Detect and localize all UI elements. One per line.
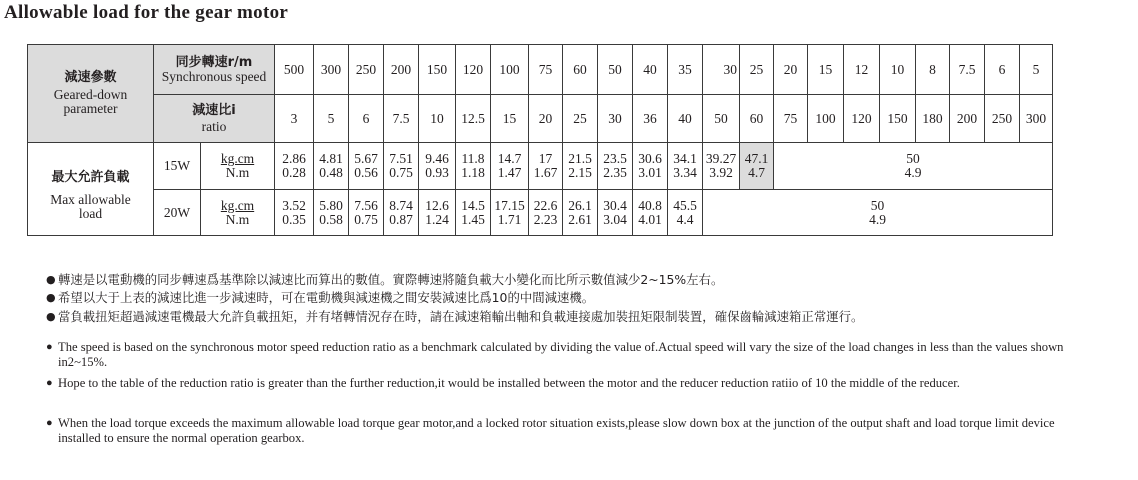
bullet-icon: ● [46,291,56,304]
speed-value: 60 [563,45,598,95]
load-value-cell: 22.6 2.23 [529,190,563,236]
speed-value: 50 [598,45,633,95]
ratio-label-cn: 減速比i [192,102,236,118]
speed-value: 250 [349,45,384,95]
speed-value: 100 [491,45,529,95]
load-value-cell: 34.1 3.34 [668,143,703,190]
speed-header-cell [154,45,275,95]
speed-value: 120 [456,45,491,95]
bullet-icon: ● [46,273,56,286]
unit-nm: N.m [225,165,250,180]
speed-value: 6 [985,45,1020,95]
load-value-merged-cell: 50 4.9 [703,190,1053,236]
unit-nm: N.m [225,211,250,227]
load-value-cell: 40.8 4.01 [633,190,668,236]
param-label-en: Geared-down parameter [53,87,128,116]
load-value-cell: 7.51 0.75 [384,143,419,190]
ratio-value: 250 [985,95,1020,143]
ratio-value: 12.5 [456,95,491,143]
speed-value: 200 [384,45,419,95]
speed-value: 150 [419,45,456,95]
load-label-en: Max allowable load [50,192,131,221]
speed-value: 35 [668,45,703,95]
load-value-cell: 21.5 2.15 [563,143,598,190]
power-15w: 15W [154,143,201,190]
ratio-value: 7.5 [384,95,419,143]
load-label-cn: 最大允許負載 [51,170,130,185]
speed-value: 30 [703,45,740,95]
speed-value: 500 [275,45,314,95]
ratio-value: 120 [844,95,880,143]
ratio-value: 3 [275,95,314,143]
load-value-cell: 11.8 1.18 [456,143,491,190]
ratio-value: 300 [1020,95,1053,143]
speed-value: 20 [774,45,808,95]
ratio-header-cell [154,95,275,143]
load-value-cell: 3.52 0.35 [275,190,314,236]
load-value-merged-cell: 50 4.9 [774,143,1053,190]
ratio-value: 180 [916,95,950,143]
power-20w: 20W [154,190,201,236]
speed-label-en: Synchronous speed [161,68,267,84]
ratio-value: 60 [740,95,774,143]
ratio-value: 15 [491,95,529,143]
speed-value: 10 [880,45,916,95]
unit-kgcm: kg.cm [220,197,255,213]
load-value-cell: 23.5 2.35 [598,143,633,190]
speed-value: 40 [633,45,668,95]
speed-value: 8 [916,45,950,95]
load-value-cell: 45.5 4.4 [668,190,703,236]
note-cn: ● 轉速是以電動機的同步轉速爲基準除以減速比而算出的數值。實際轉速將隨負載大小變化而比所示數值減少2~15%左右。 [46,272,724,287]
ratio-value: 30 [598,95,633,143]
param-label-cn: 減速參數 [64,70,117,85]
load-value-cell: 8.74 0.87 [384,190,419,236]
load-value-cell: 12.6 1.24 [419,190,456,236]
load-value-cell: 30.6 3.01 [633,143,668,190]
page-title: Allowable load for the gear motor [4,2,289,23]
ratio-value: 25 [563,95,598,143]
ratio-value: 5 [314,95,349,143]
unit-cell [201,143,275,190]
note-en: ● The speed is based on the synchronous motor speed reduction ratio as a benchmark calculated by dividing the value of.Actual speed will vary the size of the load changes in less than the values shown in2~15%. [46,340,1064,369]
ratio-value: 150 [880,95,916,143]
speed-value: 75 [529,45,563,95]
load-value-cell: 5.80 0.58 [314,190,349,236]
ratio-value: 200 [950,95,985,143]
bullet-icon: ● [46,417,53,429]
speed-value: 7.5 [950,45,985,95]
bullet-icon: ● [46,341,53,353]
unit-cell [201,190,275,236]
load-value-cell: 7.56 0.75 [349,190,384,236]
allowable-load-table [27,44,1053,236]
load-value-cell: 4.81 0.48 [314,143,349,190]
load-value-cell: 14.5 1.45 [456,190,491,236]
load-value-cell: 17.15 1.71 [491,190,529,236]
ratio-value: 36 [633,95,668,143]
speed-value: 5 [1020,45,1053,95]
ratio-value: 40 [668,95,703,143]
load-value-cell: 47.1 4.7 [740,143,774,190]
ratio-value: 100 [808,95,844,143]
speed-label-cn: 同步轉速r/m [175,54,253,70]
load-value-cell: 30.4 3.04 [598,190,633,236]
load-value-cell: 17 1.67 [529,143,563,190]
speed-value: 25 [740,45,774,95]
speed-value: 12 [844,45,880,95]
load-value-cell: 2.86 0.28 [275,143,314,190]
note-cn: ● 希望以大于上表的減速比進一步減速時，可在電動機與減速機之間安裝減速比爲10的中間減速機。 [46,290,595,305]
ratio-value: 75 [774,95,808,143]
ratio-label-en: ratio [201,118,227,134]
speed-value: 15 [808,45,844,95]
load-value-cell: 39.27 3.92 [703,143,740,190]
load-value-cell: 9.46 0.93 [419,143,456,190]
note-cn: ● 當負載扭矩超過減速電機最大允許負載扭矩，并有堵轉情況存在時，請在減速箱輸出軸和負載連接處加裝扭矩限制裝置，確保齒輪減速箱正常運行。 [46,309,864,324]
note-en: ● When the load torque exceeds the maximum allowable load torque gear motor,and a locked rotor situation exists,please slow down box at the junction of the output shaft and load torque limit device installed to ensure the normal operation gearbox. [46,416,1055,445]
load-value-cell: 26.1 2.61 [563,190,598,236]
bullet-icon: ● [46,377,53,389]
ratio-value: 50 [703,95,740,143]
load-header-cell [28,143,154,236]
note-en: ● Hope to the table of the reduction ratio is greater than the further reduction,it would be installed between the motor and the reducer reduction ratiio of 10 the middle of the reducer. [46,376,960,390]
param-header-cell [28,45,154,143]
ratio-value: 6 [349,95,384,143]
ratio-value: 20 [529,95,563,143]
ratio-value: 10 [419,95,456,143]
load-value-cell: 5.67 0.56 [349,143,384,190]
speed-value: 300 [314,45,349,95]
bullet-icon: ● [46,310,56,323]
unit-kgcm: kg.cm [220,151,255,166]
load-value-cell: 14.7 1.47 [491,143,529,190]
